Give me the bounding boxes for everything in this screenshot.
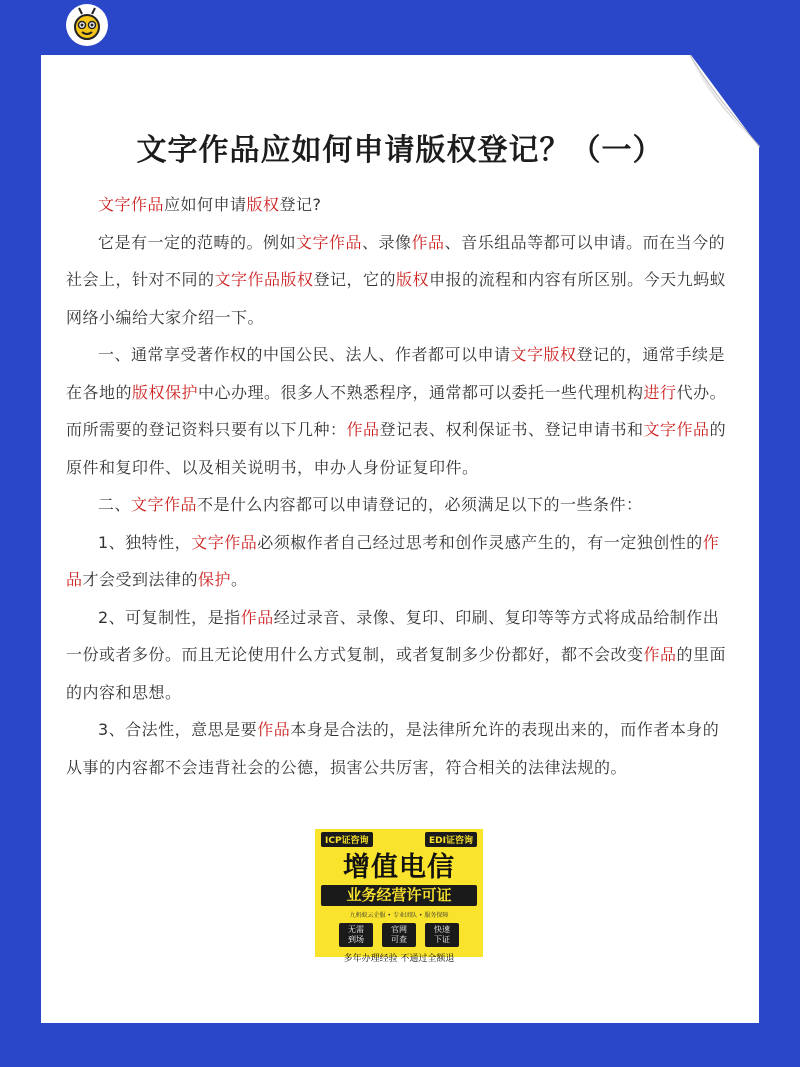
paragraph	[66, 336, 732, 486]
highlighted-keyword: 作品	[643, 645, 677, 664]
ad-feature-boxes	[315, 923, 483, 947]
text-segment: 一、通常享受著作权的中国公民、法人、作者都可以申请	[98, 345, 511, 364]
text-segment: 的原件和复印件、以及相关说明书，申办人身份证复印件。	[66, 420, 727, 477]
ad-headline: 增值电信	[343, 852, 455, 883]
highlighted-keyword: 文字作品	[296, 232, 363, 252]
text-segment: 登记表、权利保证书、登记申请书和	[379, 420, 644, 439]
text-segment: 二、	[98, 495, 132, 514]
text-segment: 的里面的内容和思想。	[66, 645, 727, 702]
paragraph	[66, 524, 732, 599]
text-segment: 。	[231, 570, 248, 589]
text-segment: 它是有一定的范畴的。例如	[98, 232, 297, 252]
highlighted-keyword: 作品	[66, 532, 720, 589]
text-segment: 登记?	[279, 195, 322, 214]
text-segment: 必须椒作者自己经过思考和创作灵感产生的，有一定独创性的	[257, 532, 703, 552]
highlighted-keyword: 作品	[257, 720, 291, 739]
text-segment: 登记的，通常手续是在各地的	[66, 345, 726, 402]
highlighted-keyword: 文字版权	[510, 345, 577, 364]
text-segment: 不是什么内容都可以申请登记的，必须满足以下的一些条件：	[197, 495, 643, 514]
highlighted-keyword: 进行	[643, 382, 677, 402]
bee-logo-icon	[66, 4, 108, 46]
highlighted-keyword: 文字作品	[191, 532, 258, 552]
paragraph	[66, 224, 732, 337]
ad-tag-edi: EDI证咨询	[425, 832, 477, 847]
ad-feature-box: 无需 到场	[339, 923, 373, 947]
highlighted-keyword: 文字作品	[643, 420, 710, 439]
text-segment: 才会受到法律的	[82, 570, 199, 589]
paragraph	[66, 486, 732, 524]
paragraph	[66, 711, 732, 786]
highlighted-keyword: 文字作品	[98, 195, 165, 214]
text-segment: 1、独特性，	[98, 532, 192, 552]
text-segment: 中心办理。很多人不熟悉程序，通常都可以委托一些代理机构	[198, 382, 644, 402]
highlighted-keyword: 作品	[411, 232, 445, 252]
text-segment: 2、可复制性，是指	[98, 607, 241, 627]
ad-tag-icp: ICP证咨询	[321, 832, 373, 847]
ad-small-text: 九蚂蚁云企服 • 专业团队 • 服务保障	[349, 912, 449, 919]
page-title: 文字作品应如何申请版权登记？（一）	[136, 133, 664, 168]
text-segment: 、录像	[362, 232, 412, 252]
ad-feature-box: 官网 可查	[382, 923, 416, 947]
highlighted-keyword: 版权	[246, 195, 280, 214]
highlighted-keyword: 版权	[396, 270, 430, 289]
text-segment: 应如何申请	[164, 195, 247, 214]
text-segment: 本身是合法的，是法律所允许的表现出来的，而作者本身的从事的内容都不会违背社会的公德，损害公共厉害，符合相关的法律法规的。	[66, 720, 720, 777]
telecom-license-ad[interactable]	[315, 829, 483, 964]
highlighted-keyword: 作品	[240, 607, 274, 627]
text-segment: 经过录音、录像、复印、印刷、复印等等方式将成品给制作出一份或者多份。而且无论使用什么方式复制，或者复制多少份都好，都不会改变	[66, 607, 720, 664]
ad-feature-box: 快速 下证	[425, 923, 459, 947]
highlighted-keyword: 版权保护	[132, 382, 199, 402]
text-segment: 申报的流程和内容有所区别。今天九蚂蚁网络小编给大家介绍一下。	[66, 270, 727, 327]
highlighted-keyword: 文字作品版权	[214, 270, 314, 289]
article-body	[66, 186, 732, 786]
text-segment: 、音乐组品等都可以申请。而在当今的社会上，针对不同的	[66, 232, 726, 289]
paragraph	[66, 186, 732, 224]
highlighted-keyword: 文字作品	[131, 495, 198, 514]
text-segment: 代办。而所需要的登记资料只要有以下几种：	[66, 382, 727, 439]
ad-bottom-text: 多年办理经验 不通过全额退	[343, 954, 455, 964]
text-segment: 登记，它的	[313, 270, 397, 289]
highlighted-keyword: 保护	[198, 570, 232, 589]
paragraph	[66, 599, 732, 712]
text-segment: 3、合法性，意思是要	[98, 720, 258, 739]
ad-subline: 业务经营许可证	[321, 885, 477, 906]
highlighted-keyword: 作品	[346, 420, 380, 439]
